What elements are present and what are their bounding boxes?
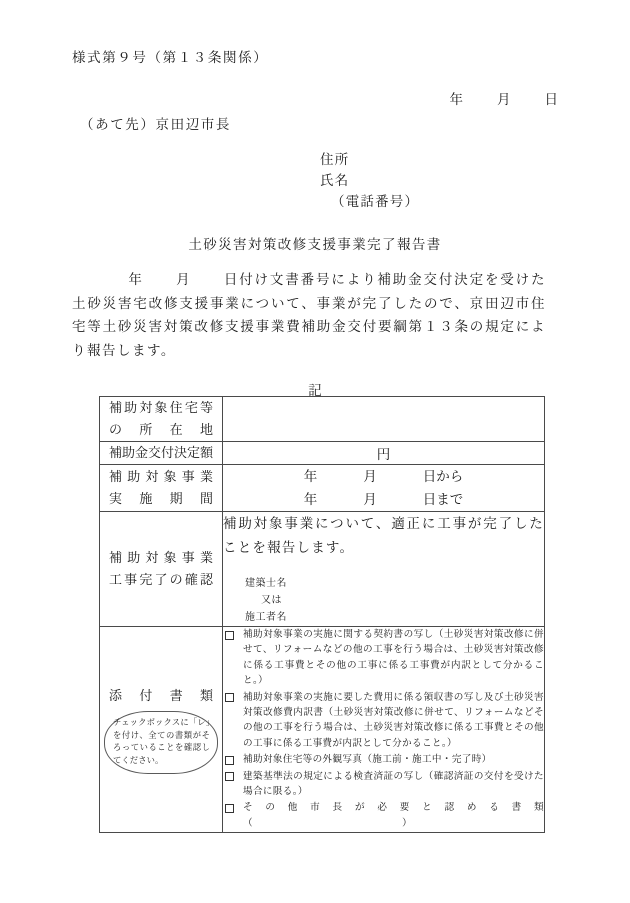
applicant-address-label: 住所 <box>320 152 350 167</box>
confirm-label-cell <box>100 512 223 627</box>
period-value-cell[interactable] <box>223 465 545 512</box>
list-item-label: 補助対象事業の実施に要した費用に係る領収書の写し及び土砂災害対策改修費内訳書（土砂災害対策改修に併せて、リフォームなどその他の工事を行う場合は、土砂災害対策改修に係る工事費とその他の工事に係る工事費が内訳として分かること。） <box>243 691 544 749</box>
checkbox-icon[interactable] <box>225 693 234 702</box>
period-to-year: 年 <box>303 492 318 507</box>
form-number: 様式第９号（第１３条関係） <box>72 50 269 65</box>
confirm-statement: 補助対象事業について、適正に工事が完了したことを報告します。 <box>223 516 544 555</box>
location-label-line2: の所在地 <box>109 422 213 437</box>
ki-marker: 記 <box>308 383 322 398</box>
report-table <box>99 396 545 833</box>
attachments-label-cell <box>100 627 223 833</box>
period-label-cell <box>100 465 223 512</box>
submission-date-line <box>300 88 558 108</box>
applicant-phone-label: （電話番号） <box>331 194 420 209</box>
list-item-label: 建築基準法の規定による検査済証の写し（確認済証の交付を受けた場合に限る。） <box>243 770 544 798</box>
table-row-period <box>100 465 545 512</box>
applicant-block <box>320 149 419 212</box>
applicant-name-label: 氏名 <box>320 173 350 188</box>
date-month-label: 月 <box>497 92 511 107</box>
amount-value-cell[interactable]: 円 <box>223 442 545 465</box>
checkbox-icon[interactable] <box>225 772 234 781</box>
body-paragraph <box>72 268 546 362</box>
attachments-note-callout: チェックボックスに「レ」を付け、全ての書類がそろっていることを確認してください。 <box>104 711 218 774</box>
period-to-month: 月 <box>363 492 377 507</box>
addressee: （あて先）京田辺市長 <box>80 117 231 132</box>
list-item[interactable] <box>223 690 544 752</box>
date-year-label: 年 <box>449 92 463 107</box>
checkbox-icon[interactable] <box>225 756 234 765</box>
list-item-label: 補助対象事業の実施に関する契約書の写し（土砂災害対策改修に併せて、リフォームなどの他の工事を行う場合は、土砂災害対策改修に係る工事費とその他の工事に係る工事費が内訳として分かること。） <box>243 629 544 687</box>
body-year-label: 年 <box>128 272 144 287</box>
location-label-line1: 補助対象住宅等 <box>109 400 213 415</box>
period-to-day: 日まで <box>422 492 464 507</box>
checkbox-icon[interactable] <box>225 631 234 640</box>
signer-architect-label: 建築士名 <box>245 578 287 589</box>
confirm-label-line1: 補助対象事業 <box>109 550 213 565</box>
signer-or-label: 又は <box>261 595 282 606</box>
signer-block <box>223 575 544 626</box>
table-row-confirmation <box>100 512 545 627</box>
list-item[interactable] <box>223 800 544 831</box>
period-label-line1: 補助対象事業 <box>109 469 213 484</box>
confirm-value-cell[interactable] <box>223 512 545 627</box>
signer-contractor-label: 施工者名 <box>245 612 287 623</box>
document-title: 土砂災害対策改修支援事業完了報告書 <box>188 237 442 252</box>
amount-label: 補助金交付決定額 <box>109 445 214 460</box>
period-from-month: 月 <box>363 469 377 484</box>
period-label-line2: 実施期間 <box>109 491 213 506</box>
list-item[interactable] <box>223 627 544 689</box>
list-item[interactable] <box>223 769 544 800</box>
location-label-cell <box>100 397 223 442</box>
period-from-day: 日から <box>422 469 464 484</box>
location-value-cell[interactable] <box>223 397 545 442</box>
list-item-label: その他市長が必要と認める書類（ ） <box>243 802 544 829</box>
attachments-label: 添付書類 <box>109 688 213 704</box>
period-from-year: 年 <box>303 469 318 484</box>
period-from-row <box>223 465 544 488</box>
table-row-amount <box>100 442 545 465</box>
period-to-row <box>223 488 544 511</box>
body-month-label: 月 <box>175 272 192 287</box>
confirm-label-line2: 工事完了の確認 <box>109 572 213 587</box>
table-row-attachments <box>100 627 545 833</box>
body-text: 日付け文書番号により補助金交付決定を受けた土砂災害宅改修支援事業について、事業が完了したので、京田辺市住宅等土砂災害対策改修支援事業費補助金交付要綱第１３条の規定により報告します。 <box>72 272 547 358</box>
date-day-label: 日 <box>544 92 558 107</box>
amount-label-cell <box>100 442 223 465</box>
list-item-label: 補助対象住宅等の外観写真（施工前・施工中・完了時） <box>243 754 492 766</box>
checkbox-icon[interactable] <box>225 804 234 813</box>
list-item[interactable] <box>223 752 544 767</box>
table-row-location <box>100 397 545 442</box>
attachments-list-cell <box>223 627 545 833</box>
